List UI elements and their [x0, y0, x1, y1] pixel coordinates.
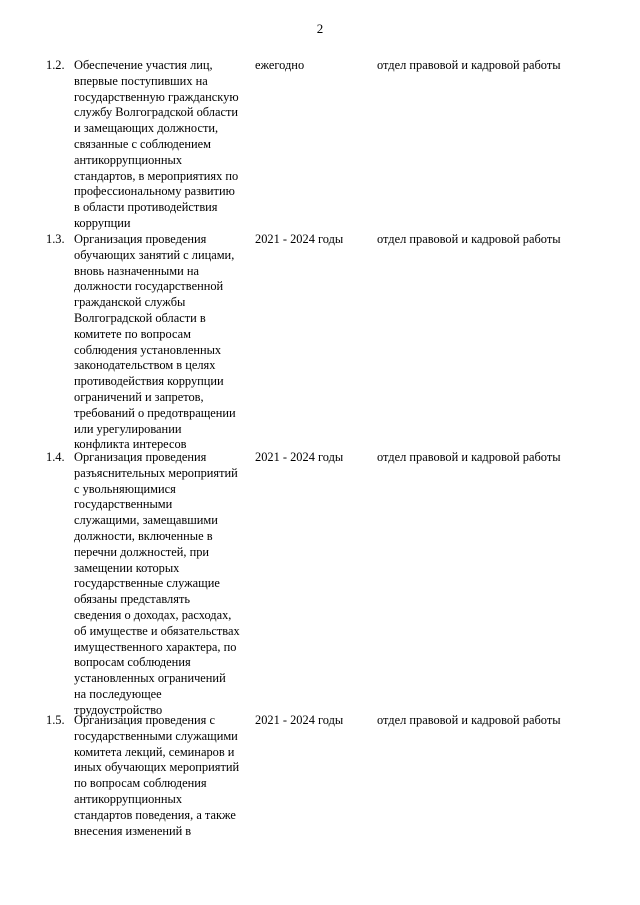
- page-number: 2: [316, 21, 324, 36]
- row-term: ежегодно: [255, 58, 305, 72]
- row-term: 2021 - 2024 годы: [255, 232, 344, 246]
- row-action: Обеспечение участия лиц, впервые поступивших на государственную гражданскую службу Волгоградской области и замещающих должности, связанные с соблюдением антикоррупционных стандартов, в мероприятиях по профессиональному развитию в области противодействия коррупции: [74, 58, 239, 230]
- row-responsible: отдел правовой и кадровой работы: [377, 58, 561, 72]
- row-responsible: отдел правовой и кадровой работы: [377, 232, 561, 246]
- row-number: 1.5.: [46, 713, 65, 727]
- row-responsible: отдел правовой и кадровой работы: [377, 713, 561, 727]
- row-action: Организация проведения обучающих занятий с лицами, вновь назначенными на должности государственной гражданской службы Волгоградской области в комитете по вопросам соблюдения установленных законодательством в целях противодействия коррупции ограничений и запретов, требований о предотвращении или урегулировании конфликта интересов: [74, 232, 236, 452]
- row-term: 2021 - 2024 годы: [255, 713, 344, 727]
- row-number: 1.4.: [46, 450, 65, 464]
- row-number: 1.3.: [46, 232, 65, 246]
- row-term: 2021 - 2024 годы: [255, 450, 344, 464]
- row-action: Организация проведения с государственными служащими комитета лекций, семинаров и иных обучающих мероприятий по вопросам соблюдения антикоррупционных стандартов поведения, а также внесения изменений в: [74, 713, 240, 838]
- row-responsible: отдел правовой и кадровой работы: [377, 450, 561, 464]
- row-action: Организация проведения разъяснительных мероприятий с увольняющимися государственными служащими, замещавшими должности, включенные в перечни должностей, при замещении которых государственные служащие обязаны представлять сведения о доходах, расходах, об имуществе и обязательствах имущественного характера, по вопросам соблюдения установленных ограничений на последующее трудоустройство: [74, 450, 240, 717]
- row-number: 1.2.: [46, 58, 65, 72]
